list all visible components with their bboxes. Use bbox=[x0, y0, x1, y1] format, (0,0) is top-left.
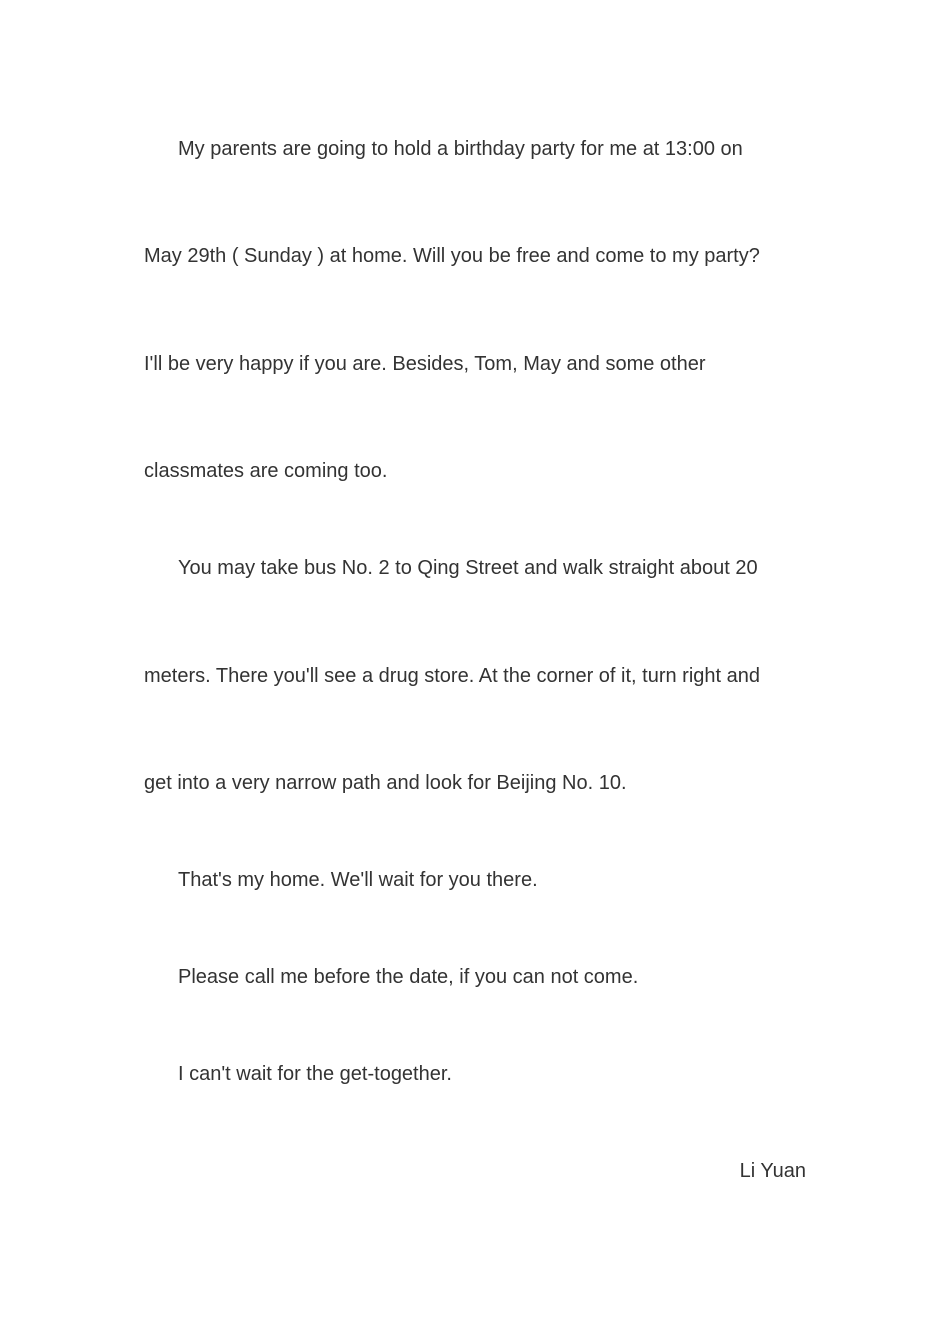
paragraph-1-line-2: May 29th ( Sunday ) at home. Will you be free and come to my party? bbox=[144, 245, 760, 267]
paragraph-1-line-3: I'll be very happy if you are. Besides, Tom, May and some other bbox=[144, 353, 706, 375]
signature: Li Yuan bbox=[739, 1160, 806, 1182]
paragraph-4: Please call me before the date, if you can not come. bbox=[178, 966, 639, 988]
paragraph-2-line-1: You may take bus No. 2 to Qing Street and walk straight about 20 bbox=[178, 557, 758, 579]
paragraph-5: I can't wait for the get-together. bbox=[178, 1063, 452, 1085]
paragraph-1-line-1: My parents are going to hold a birthday party for me at 13:00 on bbox=[178, 138, 743, 160]
paragraph-2-line-3: get into a very narrow path and look for Beijing No. 10. bbox=[144, 772, 627, 794]
paragraph-3: That's my home. We'll wait for you there. bbox=[178, 869, 538, 891]
paragraph-1-line-4: classmates are coming too. bbox=[144, 460, 388, 482]
paragraph-2-line-2: meters. There you'll see a drug store. At the corner of it, turn right and bbox=[144, 665, 760, 687]
